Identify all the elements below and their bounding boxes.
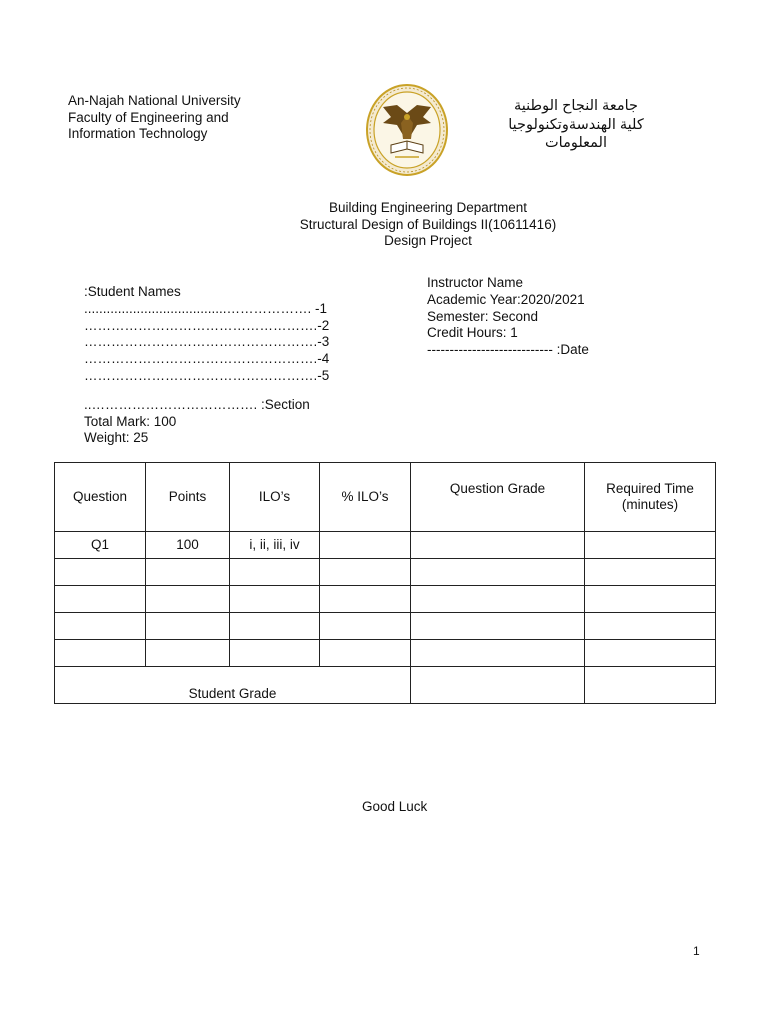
student-name-line-3: …………………………………………….-3	[84, 334, 330, 350]
section-line: ..………………………………. :Section	[84, 397, 310, 412]
cell-question-grade[interactable]	[411, 559, 585, 586]
student-grade-row	[55, 667, 716, 704]
instructor-name-label: Instructor Name	[427, 275, 524, 290]
university-line-1: An-Najah National University	[68, 93, 241, 108]
university-line-3: Information Technology	[68, 126, 208, 141]
university-logo	[365, 83, 449, 177]
arabic-line-2: كلية الهندسةوتكنولوجيا	[508, 116, 644, 133]
academic-year: Academic Year:2020/2021	[427, 291, 585, 307]
cell-ilos[interactable]	[230, 640, 320, 667]
table-row	[55, 559, 716, 586]
cell-ilos[interactable]	[230, 586, 320, 613]
student-grade-label: Student Grade	[55, 667, 411, 704]
student-name-line-1: ......................................………………. -1	[84, 300, 328, 316]
cell-points[interactable]	[146, 586, 230, 613]
cell-points[interactable]	[146, 640, 230, 667]
header-required-time: Required Time (minutes)	[585, 463, 716, 532]
cell-question-grade[interactable]	[411, 640, 585, 667]
arabic-line-3: المعلومات	[545, 135, 607, 151]
cell-points[interactable]	[146, 559, 230, 586]
cell-question[interactable]	[55, 613, 146, 640]
credit-hours: Credit Hours: 1	[427, 325, 518, 341]
table-row	[55, 640, 716, 667]
cell-question[interactable]	[55, 640, 146, 667]
table-row	[55, 586, 716, 613]
student-grade-value[interactable]	[411, 667, 585, 704]
grade-table	[54, 462, 716, 704]
student-name-line-2: …………………………………………….-2	[84, 317, 330, 333]
date-line: ---------------------------- :Date	[427, 342, 589, 358]
total-mark: Total Mark: 100	[84, 413, 177, 429]
cell-ilos: i, ii, iii, iv	[230, 532, 320, 559]
good-luck-text: Good Luck	[362, 799, 428, 814]
university-seal-icon	[365, 83, 449, 177]
cell-ilos[interactable]	[230, 559, 320, 586]
university-name-english	[68, 93, 241, 143]
header-ilo-percent: % ILO’s	[320, 463, 411, 532]
header-question: Question	[55, 463, 146, 532]
department-name: Building Engineering Department	[328, 200, 528, 215]
cell-required-time[interactable]	[585, 613, 716, 640]
header-points: Points	[146, 463, 230, 532]
semester: Semester: Second	[427, 308, 539, 324]
weight: Weight: 25	[84, 430, 149, 445]
cell-question[interactable]	[55, 586, 146, 613]
cell-ilo-percent[interactable]	[320, 613, 411, 640]
student-names-block	[84, 284, 329, 385]
cell-ilos[interactable]	[230, 613, 320, 640]
cell-ilo-percent[interactable]	[320, 559, 411, 586]
section-block	[84, 397, 310, 447]
cell-question: Q1	[55, 532, 146, 559]
student-name-line-5: …………………………………………….-5	[84, 367, 330, 383]
assessment-title: Design Project	[384, 233, 472, 248]
table-row	[55, 532, 716, 559]
grade-table-header	[55, 463, 716, 532]
page-number: 1	[693, 944, 700, 958]
cell-required-time[interactable]	[585, 586, 716, 613]
university-line-2: Faculty of Engineering and	[68, 109, 229, 125]
cell-question-grade[interactable]	[411, 532, 585, 559]
cell-points[interactable]	[146, 613, 230, 640]
student-grade-time[interactable]	[585, 667, 716, 704]
instructor-block	[427, 275, 589, 359]
header-question-grade: Question Grade	[411, 463, 585, 532]
course-title: Structural Design of Buildings II(10611416)	[299, 216, 557, 232]
cell-ilo-percent[interactable]	[320, 640, 411, 667]
cell-required-time[interactable]	[585, 532, 716, 559]
student-names-label: :Student Names	[84, 284, 181, 299]
cell-points: 100	[146, 532, 230, 559]
cell-question[interactable]	[55, 559, 146, 586]
cell-required-time[interactable]	[585, 559, 716, 586]
table-row	[55, 613, 716, 640]
cell-required-time[interactable]	[585, 640, 716, 667]
university-name-arabic	[470, 97, 682, 153]
cell-ilo-percent[interactable]	[320, 586, 411, 613]
cell-question-grade[interactable]	[411, 586, 585, 613]
cell-question-grade[interactable]	[411, 613, 585, 640]
course-info	[228, 200, 628, 250]
arabic-line-1: جامعة النجاح الوطنية	[514, 98, 638, 114]
header-ilos: ILO’s	[230, 463, 320, 532]
student-name-line-4: …………………………………………….-4	[84, 351, 330, 367]
cell-ilo-percent[interactable]	[320, 532, 411, 559]
